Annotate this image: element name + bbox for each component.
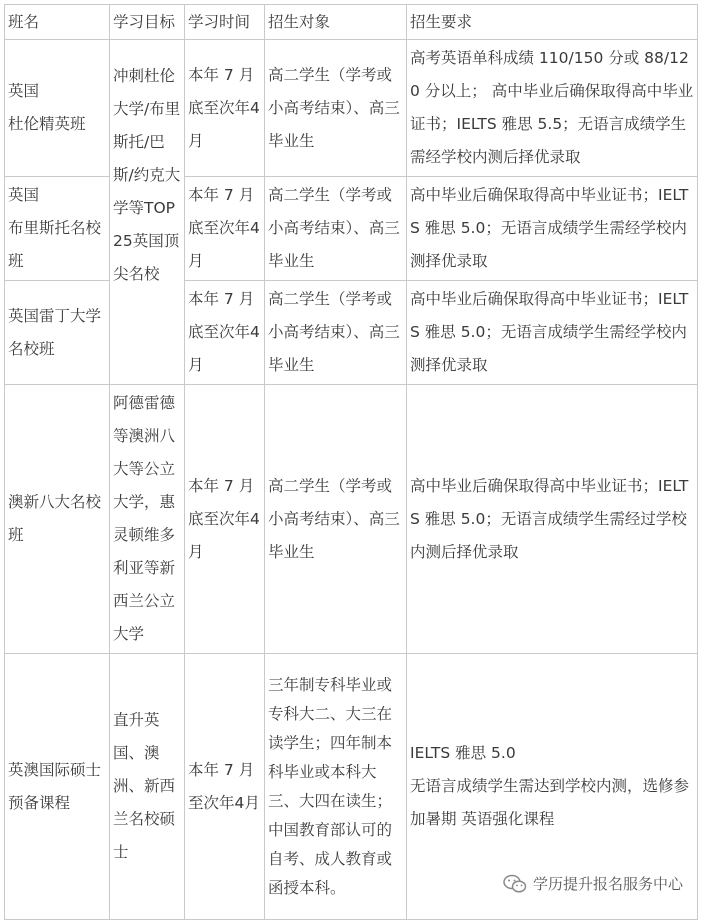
- cell-requirement: 高中毕业后确保取得高中毕业证书；IELTS 雅思 5.0；无语言成绩学生需经过学校内测后择优录取: [407, 385, 698, 654]
- cell-target: 三年制专科毕业或专科大二、大三在读学生；四年制本科毕业或本科大三、大四在读生；中国教育部认可的自考、成人教育或函授本科。: [265, 654, 407, 920]
- cell-time: 本年 7 月至次年4月: [185, 654, 265, 920]
- cell-target: 高二学生（学考或小高考结束）、高三毕业生: [265, 385, 407, 654]
- cell-time: 本年 7 月底至次年4月: [185, 177, 265, 281]
- header-row: [5, 5, 698, 40]
- program-table: [4, 4, 698, 920]
- cell-goal-uk: 冲刺杜伦大学/布里斯托/巴斯/约克大学等TOP25英国顶尖名校: [110, 40, 185, 385]
- cell-goal: 阿德雷德等澳洲八大等公立大学，惠灵顿维多利亚等新西兰公立大学: [110, 385, 185, 654]
- cell-requirement: 高考英语单科成绩 110/150 分或 88/120 分以上； 高中毕业后确保取得高中毕业证书；IELTS 雅思 5.5；无语言成绩学生需经学校内测后择优录取: [407, 40, 698, 177]
- cell-class-name: 英国 布里斯托名校班: [5, 177, 110, 281]
- table-row: [5, 40, 698, 177]
- cell-target: 高二学生（学考或小高考结束）、高三毕业生: [265, 177, 407, 281]
- watermark-text: 学历提升报名服务中心: [532, 875, 683, 893]
- cell-time: 本年 7 月底至次年4月: [185, 40, 265, 177]
- watermark: [503, 873, 683, 894]
- cell-class-name: 英国雷丁大学名校班: [5, 281, 110, 385]
- header-requirement: 招生要求: [407, 5, 698, 40]
- cell-requirement: 高中毕业后确保取得高中毕业证书；IELTS 雅思 5.0；无语言成绩学生需经学校内测择优录取: [407, 177, 698, 281]
- table-row: [5, 385, 698, 654]
- cell-time: 本年 7 月底至次年4月: [185, 385, 265, 654]
- cell-time: 本年 7 月底至次年4月: [185, 281, 265, 385]
- cell-goal: 直升英国、澳洲、新西兰名校硕士: [110, 654, 185, 920]
- cell-target: 高二学生（学考或小高考结束）、高三毕业生: [265, 281, 407, 385]
- header-target: 招生对象: [265, 5, 407, 40]
- cell-class-name: 英澳国际硕士预备课程: [5, 654, 110, 920]
- wechat-icon: [503, 874, 527, 894]
- table-row: [5, 281, 698, 385]
- cell-requirement: IELTS 雅思 5.0 无语言成绩学生需达到学校内测，选修参加暑期 英语强化课程: [407, 654, 698, 920]
- cell-target: 高二学生（学考或小高考结束）、高三毕业生: [265, 40, 407, 177]
- cell-requirement: 高中毕业后确保取得高中毕业证书；IELTS 雅思 5.0；无语言成绩学生需经学校内测择优录取: [407, 281, 698, 385]
- cell-class-name: 澳新八大名校班: [5, 385, 110, 654]
- header-goal: 学习目标: [110, 5, 185, 40]
- table-row: [5, 177, 698, 281]
- header-class-name: 班名: [5, 5, 110, 40]
- cell-class-name: 英国 杜伦精英班: [5, 40, 110, 177]
- header-time: 学习时间: [185, 5, 265, 40]
